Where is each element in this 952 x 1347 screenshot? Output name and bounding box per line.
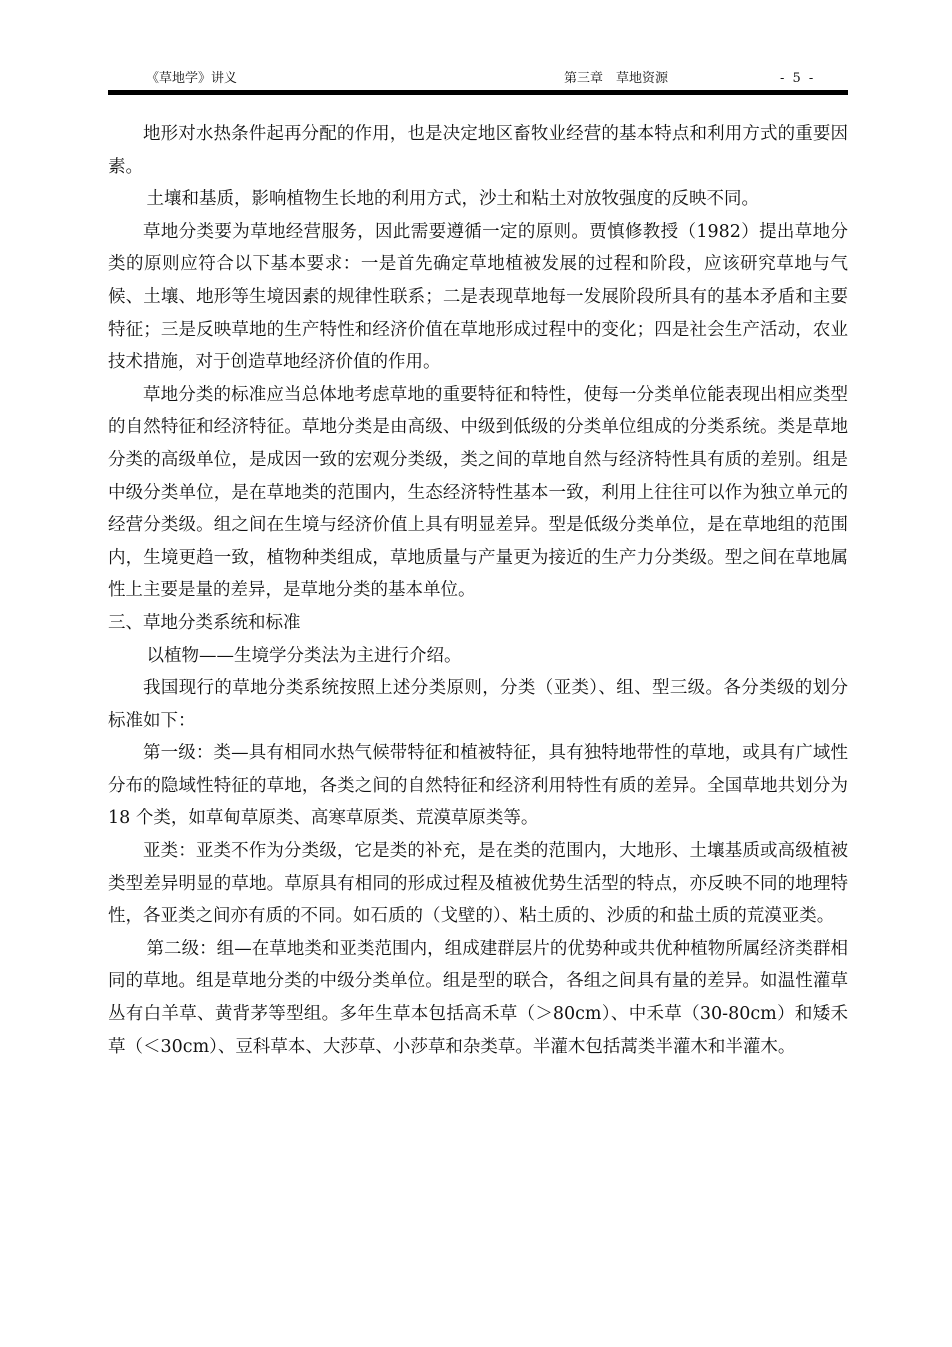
paragraph-terrain: 地形对水热条件起再分配的作用，也是决定地区畜牧业经营的基本特点和利用方式的重要因素。 — [108, 124, 848, 177]
chapter-title: 第三章 草地资源 — [564, 71, 669, 86]
page-number: - 5 - — [780, 71, 816, 86]
body-text — [108, 118, 848, 1063]
page-header — [108, 70, 848, 88]
section-heading: 三、草地分类系统和标准 — [108, 612, 301, 633]
lecture-title: 《草地学》讲义 — [146, 71, 238, 86]
paragraph-classification-standards: 草地分类的标准应当总体地考虑草地的重要特征和特性，使每一分类单位能表现出相应类型的自然特征和经济特征。草地分类是由高级、中级到低级的分类单位组成的分类系统。类是草地分类的高级单位，是成因一致的宏观分类级，类之间的草地自然与经济特性具有质的差别。组是中级分类单位，是在草地类的范围内，生态经济特性基本一致，利用上往往可以作为独立单元的经营分类级。组之间在生境与经济价值上具有明显差异。型是低级分类单位，是在草地组的范围内，生境更趋一致，植物种类组成，草地质量与产量更为接近的生产力分类级。型之间在草地属性上主要是量的差异，是草地分类的基本单位。 — [108, 384, 848, 601]
paragraph-level-one-class: 第一级：类—具有相同水热气候带特征和植被特征，具有独特地带性的草地，或具有广域性分布的隐域性特征的草地，各类之间的自然特征和经济利用特性有质的差异。全国草地共划分为 18 个类，如草甸草原类、高寒草原类、荒漠草原类等。 — [108, 743, 848, 829]
paragraph-level-two-group: 第二级：组—在草地类和亚类范围内，组成建群层片的优势种或共优种植物所属经济类群相同的草地。组是草地分类的中级分类单位。组是型的联合，各组之间具有量的差异。如温性灌草丛有白羊草、黄背茅等型组。多年生草本包括高禾草（＞80cm）、中禾草（30-80cm）和矮禾草（＜30cm）、豆科草本、大莎草、小莎草和杂类草。半灌木包括蒿类半灌木和半灌木。 — [108, 938, 848, 1057]
paragraph-current-system: 我国现行的草地分类系统按照上述分类原则，分类（亚类）、组、型三级。各分类级的划分标准如下： — [108, 678, 848, 731]
paragraph-method-intro: 以植物——生境学分类法为主进行介绍。 — [146, 645, 462, 666]
paragraph-classification-principles: 草地分类要为草地经营服务，因此需要遵循一定的原则。贾慎修教授（1982）提出草地分类的原则应符合以下基本要求：一是首先确定草地植被发展的过程和阶段，应该研究草地与气候、土壤、地形等生境因素的规律性联系；二是表现草地每一发展阶段所具有的基本矛盾和主要特征；三是反映草地的生产特性和经济价值在草地形成过程中的变化；四是社会生产活动，农业技术措施，对于创造草地经济价值的作用。 — [108, 221, 848, 373]
header-rule — [108, 90, 848, 95]
paragraph-subclass: 亚类：亚类不作为分类级，它是类的补充，是在类的范围内，大地形、土壤基质或高级植被类型差异明显的草地。草原具有相同的形成过程及植被优势生活型的特点，亦反映不同的地理特性，各亚类之间亦有质的不同。如石质的（戈壁的）、粘土质的、沙质的和盐土质的荒漠亚类。 — [108, 841, 848, 927]
paragraph-soil: 土壤和基质，影响植物生长地的利用方式，沙土和粘土对放牧强度的反映不同。 — [146, 189, 759, 210]
